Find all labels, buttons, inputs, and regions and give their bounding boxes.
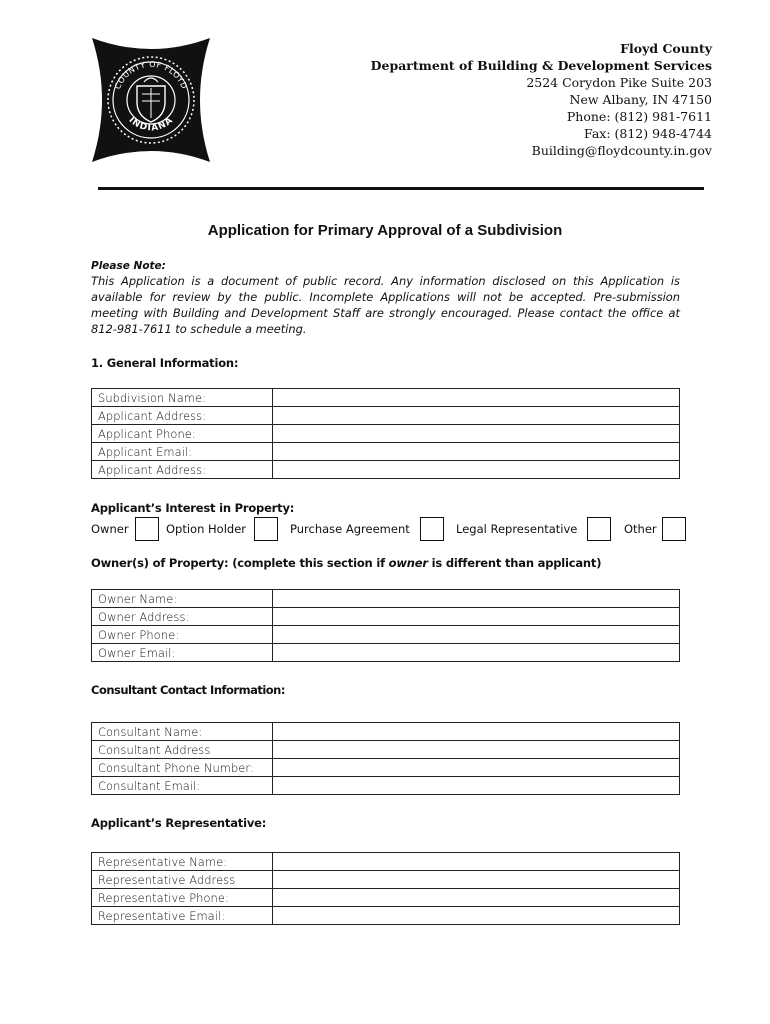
applicant-address-2-field[interactable]: [273, 461, 680, 479]
option-label: Purchase Agreement: [290, 522, 410, 536]
owners-heading-tail: is different than applicant): [427, 556, 602, 570]
table-row: [92, 777, 680, 795]
table-row: [92, 741, 680, 759]
consultant-table: [91, 722, 680, 795]
owner-name-field[interactable]: [273, 590, 680, 608]
option-legal-representative: [456, 516, 611, 542]
general-info-table: [91, 388, 680, 479]
field-label: Owner Name:: [92, 590, 273, 608]
page-title: Application for Primary Approval of a Subdivision: [207, 222, 563, 239]
table-row: [92, 889, 680, 907]
table-row: [92, 590, 680, 608]
table-row: [92, 853, 680, 871]
note-body: This Application is a document of public record. Any information disclosed on this Application is available for review by the public. Incomplete Applications will not be accepted. Pre-submission meeting with Building and Development Staff are strongly encouraged. Please contact the office at 812-981-7611 to schedule a meeting.: [91, 274, 680, 336]
consultant-email-field[interactable]: [273, 777, 680, 795]
applicant-email-field[interactable]: [273, 443, 680, 461]
field-label: Applicant Phone:: [92, 425, 273, 443]
field-label: Owner Phone:: [92, 626, 273, 644]
owners-heading-emphasis: owner: [388, 556, 428, 570]
general-info-heading: 1. General Information:: [91, 356, 239, 370]
option-other: [624, 516, 686, 542]
header-divider: [98, 187, 704, 190]
field-label: Owner Address:: [92, 608, 273, 626]
option-purchase-agreement: [290, 516, 444, 542]
field-label: Representative Email:: [92, 907, 273, 925]
table-row: [92, 608, 680, 626]
address-line-1: 2524 Corydon Pike Suite 203: [526, 75, 712, 90]
department-name: Department of Building & Development Services: [370, 58, 712, 73]
legal-representative-checkbox[interactable]: [587, 517, 611, 541]
option-label: Other: [624, 522, 657, 536]
option-holder-checkbox[interactable]: [254, 517, 278, 541]
representative-phone-field[interactable]: [273, 889, 680, 907]
consultant-name-field[interactable]: [273, 723, 680, 741]
applicant-phone-field[interactable]: [273, 425, 680, 443]
field-label: Owner Email:: [92, 644, 273, 662]
table-row: [92, 407, 680, 425]
other-checkbox[interactable]: [662, 517, 686, 541]
owners-heading-text: Owner(s) of Property: (complete this section if: [91, 556, 389, 570]
table-row: [92, 644, 680, 662]
table-row: [92, 907, 680, 925]
consultant-heading: Consultant Contact Information:: [91, 683, 285, 697]
letterhead: [371, 40, 712, 159]
interest-heading: Applicant’s Interest in Property:: [91, 501, 295, 515]
owner-checkbox[interactable]: [135, 517, 159, 541]
seal-text-top: COUNTY OF FLOYD: [113, 59, 189, 91]
phone-text: Phone: (812) 981-7611: [566, 109, 712, 124]
field-label: Consultant Phone Number:: [92, 759, 273, 777]
fax-text: Fax: (812) 948-4744: [584, 126, 712, 141]
owners-table: [91, 589, 680, 662]
applicant-address-field[interactable]: [273, 407, 680, 425]
org-name: Floyd County: [620, 41, 712, 56]
field-label: Representative Name:: [92, 853, 273, 871]
note-label: Please Note:: [91, 260, 166, 272]
option-label: Owner: [91, 522, 129, 536]
field-label: Applicant Email:: [92, 443, 273, 461]
field-label: Applicant Address:: [92, 461, 273, 479]
interest-options: [91, 516, 691, 544]
county-seal-icon: [90, 38, 212, 162]
representative-heading: Applicant’s Representative:: [91, 816, 267, 830]
owner-phone-field[interactable]: [273, 626, 680, 644]
option-option-holder: [166, 516, 278, 542]
option-label: Legal Representative: [456, 522, 578, 536]
representative-email-field[interactable]: [273, 907, 680, 925]
subdivision-name-field[interactable]: [273, 389, 680, 407]
table-row: [92, 723, 680, 741]
table-row: [92, 389, 680, 407]
purchase-agreement-checkbox[interactable]: [420, 517, 444, 541]
representative-address-field[interactable]: [273, 871, 680, 889]
owners-heading: [91, 556, 601, 570]
table-row: [92, 443, 680, 461]
field-label: Representative Phone:: [92, 889, 273, 907]
consultant-phone-field[interactable]: [273, 759, 680, 777]
table-row: [92, 425, 680, 443]
field-label: Consultant Email:: [92, 777, 273, 795]
seal-text-bottom: INDIANA: [126, 115, 176, 134]
field-label: Subdivision Name:: [92, 389, 273, 407]
owner-address-field[interactable]: [273, 608, 680, 626]
email-text: Building@floydcounty.in.gov: [531, 143, 712, 158]
table-row: [92, 871, 680, 889]
representative-table: [91, 852, 680, 925]
consultant-address-field[interactable]: [273, 741, 680, 759]
field-label: Applicant Address:: [92, 407, 273, 425]
table-row: [92, 626, 680, 644]
table-row: [92, 759, 680, 777]
field-label: Representative Address: [92, 871, 273, 889]
option-label: Option Holder: [166, 522, 247, 536]
option-owner: [91, 516, 159, 542]
table-row: [92, 461, 680, 479]
representative-name-field[interactable]: [273, 853, 680, 871]
owner-email-field[interactable]: [273, 644, 680, 662]
address-line-2: New Albany, IN 47150: [569, 92, 712, 107]
field-label: Consultant Name:: [92, 723, 273, 741]
field-label: Consultant Address: [92, 741, 273, 759]
